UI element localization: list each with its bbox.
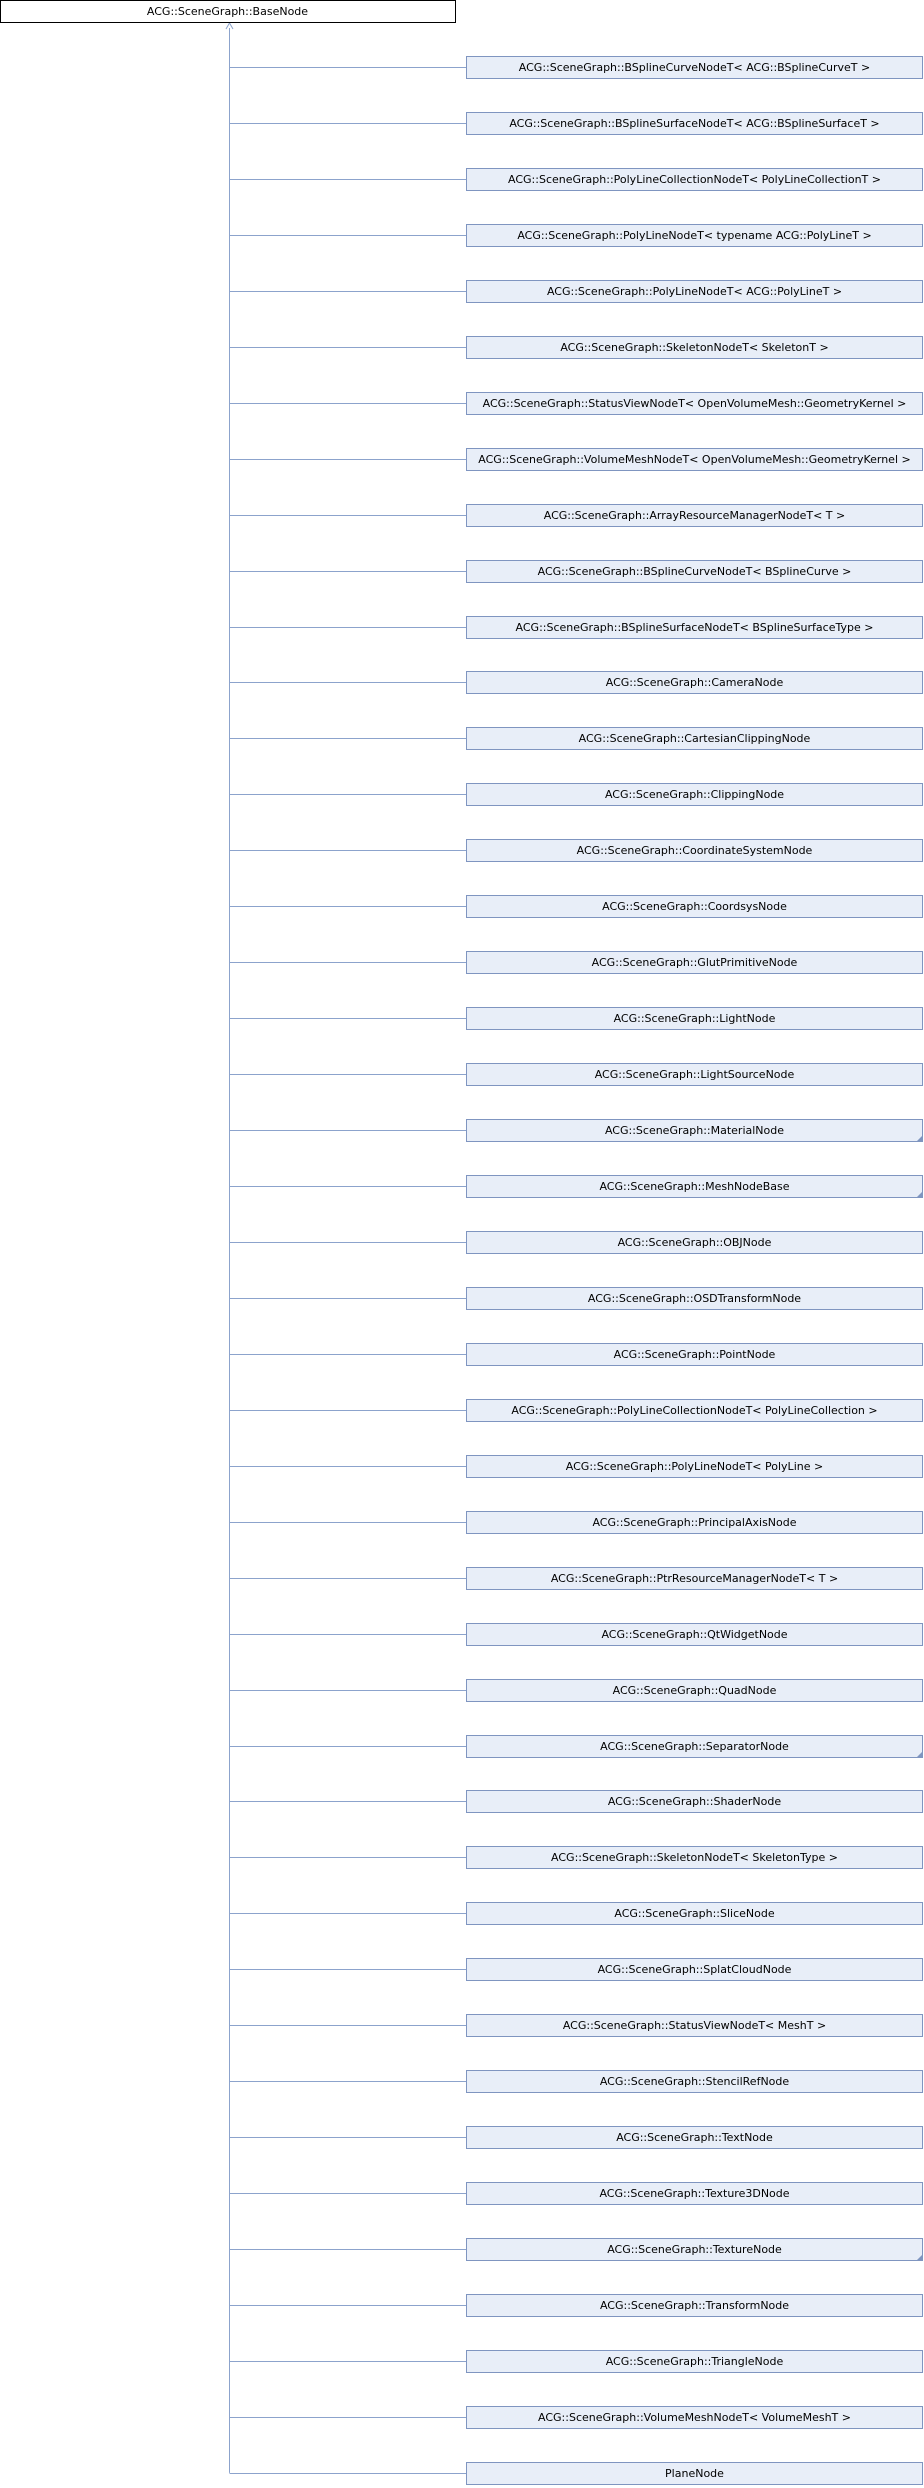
derived-class-label: ACG::SceneGraph::OBJNode: [617, 1236, 772, 1249]
derived-class-label: ACG::SceneGraph::SkeletonNodeT< SkeletonT >: [560, 341, 829, 354]
derived-class-node[interactable]: [467, 281, 923, 303]
derived-class-node[interactable]: [467, 1456, 923, 1478]
derived-class-node[interactable]: [467, 840, 923, 862]
derived-class-node[interactable]: [467, 1736, 923, 1758]
derived-class-label: ACG::SceneGraph::CoordinateSystemNode: [576, 844, 813, 857]
derived-class-node[interactable]: [467, 337, 923, 359]
derived-class-node[interactable]: [467, 561, 923, 583]
derived-class-node[interactable]: [467, 393, 923, 415]
derived-class-node[interactable]: [467, 2351, 923, 2373]
derived-class-node[interactable]: [467, 1344, 923, 1366]
derived-class-node[interactable]: [467, 449, 923, 471]
derived-class-label: ACG::SceneGraph::TextureNode: [607, 2243, 782, 2256]
derived-class-node[interactable]: [467, 1064, 923, 1086]
derived-class-node[interactable]: [467, 1512, 923, 1534]
derived-class-node[interactable]: [467, 2183, 923, 2205]
derived-class-node[interactable]: [467, 113, 923, 135]
derived-class-label: ACG::SceneGraph::BSplineSurfaceNodeT< ACG::BSplineSurfaceT >: [509, 117, 880, 130]
derived-class-node[interactable]: [467, 1791, 923, 1813]
derived-class-node[interactable]: [467, 1400, 923, 1422]
derived-class-label: ACG::SceneGraph::VolumeMeshNodeT< VolumeMeshT >: [538, 2411, 851, 2424]
derived-class-label: ACG::SceneGraph::TransformNode: [599, 2299, 790, 2312]
derived-class-node[interactable]: [467, 2407, 923, 2429]
derived-class-label: ACG::SceneGraph::QtWidgetNode: [601, 1628, 788, 1641]
derived-class-label: ACG::SceneGraph::TriangleNode: [605, 2355, 784, 2368]
derived-class-label: ACG::SceneGraph::SkeletonNodeT< SkeletonType >: [551, 1851, 838, 1864]
derived-class-node[interactable]: [467, 2295, 923, 2317]
derived-class-node[interactable]: [467, 1847, 923, 1869]
derived-class-label: ACG::SceneGraph::MeshNodeBase: [599, 1180, 790, 1193]
derived-class-node[interactable]: [467, 57, 923, 79]
derived-class-label: ACG::SceneGraph::GlutPrimitiveNode: [591, 956, 798, 969]
derived-class-label: ACG::SceneGraph::CoordsysNode: [602, 900, 787, 913]
derived-class-label: ACG::SceneGraph::OSDTransformNode: [587, 1292, 802, 1305]
derived-class-label: ACG::SceneGraph::StencilRefNode: [599, 2075, 790, 2088]
derived-class-node[interactable]: [467, 952, 923, 974]
derived-class-node[interactable]: [467, 1568, 923, 1590]
base-node-label: ACG::SceneGraph::BaseNode: [146, 5, 309, 18]
derived-class-label: PlaneNode: [665, 2467, 724, 2480]
derived-class-label: ACG::SceneGraph::PolyLineCollectionNodeT< PolyLineCollection >: [511, 1404, 878, 1417]
derived-class-label: ACG::SceneGraph::PrincipalAxisNode: [592, 1516, 797, 1529]
derived-class-node[interactable]: [467, 728, 923, 750]
derived-class-label: ACG::SceneGraph::StatusViewNodeT< OpenVolumeMesh::GeometryKernel >: [482, 397, 907, 410]
derived-class-label: ACG::SceneGraph::PolyLineNodeT< ACG::PolyLineT >: [546, 285, 843, 298]
derived-class-node[interactable]: [467, 1176, 923, 1198]
derived-class-label: ACG::SceneGraph::TextNode: [616, 2131, 773, 2144]
derived-class-label: ACG::SceneGraph::Texture3DNode: [599, 2187, 790, 2200]
derived-class-node[interactable]: [467, 672, 923, 694]
derived-class-label: ACG::SceneGraph::PtrResourceManagerNodeT< T >: [550, 1572, 839, 1585]
derived-class-label: ACG::SceneGraph::CameraNode: [605, 676, 784, 689]
derived-class-label: ACG::SceneGraph::SeparatorNode: [600, 1740, 789, 1753]
derived-class-node[interactable]: [467, 1232, 923, 1254]
inheritance-edges: [226, 23, 466, 2474]
derived-class-label: ACG::SceneGraph::LightNode: [613, 1012, 776, 1025]
base-node[interactable]: [1, 1, 456, 23]
derived-class-node[interactable]: [467, 2239, 923, 2261]
derived-class-label: ACG::SceneGraph::BSplineCurveNodeT< BSplineCurve >: [537, 565, 852, 578]
derived-class-label: ACG::SceneGraph::StatusViewNodeT< MeshT >: [562, 2019, 827, 2032]
derived-nodes: [467, 57, 923, 2485]
derived-class-label: ACG::SceneGraph::ClippingNode: [604, 788, 785, 801]
derived-class-node[interactable]: [467, 1008, 923, 1030]
derived-class-label: ACG::SceneGraph::BSplineSurfaceNodeT< BSplineSurfaceType >: [515, 621, 874, 634]
derived-class-node[interactable]: [467, 2463, 923, 2485]
derived-class-node[interactable]: [467, 169, 923, 191]
derived-class-node[interactable]: [467, 225, 923, 247]
derived-class-node[interactable]: [467, 1959, 923, 1981]
derived-class-label: ACG::SceneGraph::VolumeMeshNodeT< OpenVolumeMesh::GeometryKernel >: [478, 453, 911, 466]
derived-class-label: ACG::SceneGraph::SliceNode: [614, 1907, 775, 1920]
derived-class-node[interactable]: [467, 617, 923, 639]
derived-class-node[interactable]: [467, 1288, 923, 1310]
derived-class-node[interactable]: [467, 1680, 923, 1702]
derived-class-label: ACG::SceneGraph::PolyLineNodeT< PolyLine >: [565, 1460, 824, 1473]
derived-class-label: ACG::SceneGraph::ArrayResourceManagerNodeT< T >: [543, 509, 846, 522]
derived-class-node[interactable]: [467, 1624, 923, 1646]
derived-class-label: ACG::SceneGraph::ShaderNode: [607, 1795, 782, 1808]
derived-class-node[interactable]: [467, 896, 923, 918]
derived-class-node[interactable]: [467, 1903, 923, 1925]
derived-class-label: ACG::SceneGraph::PointNode: [613, 1348, 776, 1361]
derived-class-label: ACG::SceneGraph::PolyLineNodeT< typename ACG::PolyLineT >: [517, 229, 872, 242]
derived-class-label: ACG::SceneGraph::PolyLineCollectionNodeT< PolyLineCollectionT >: [508, 173, 881, 186]
derived-class-label: ACG::SceneGraph::BSplineCurveNodeT< ACG::BSplineCurveT >: [518, 61, 871, 74]
derived-class-label: ACG::SceneGraph::MaterialNode: [604, 1124, 785, 1137]
derived-class-node[interactable]: [467, 2015, 923, 2037]
derived-class-node[interactable]: [467, 2071, 923, 2093]
derived-class-label: ACG::SceneGraph::LightSourceNode: [594, 1068, 795, 1081]
derived-class-label: ACG::SceneGraph::CartesianClippingNode: [578, 732, 811, 745]
derived-class-node[interactable]: [467, 1120, 923, 1142]
derived-class-node[interactable]: [467, 784, 923, 806]
derived-class-node[interactable]: [467, 2127, 923, 2149]
derived-class-label: ACG::SceneGraph::SplatCloudNode: [597, 1963, 792, 1976]
derived-class-label: ACG::SceneGraph::QuadNode: [612, 1684, 777, 1697]
derived-class-node[interactable]: [467, 505, 923, 527]
